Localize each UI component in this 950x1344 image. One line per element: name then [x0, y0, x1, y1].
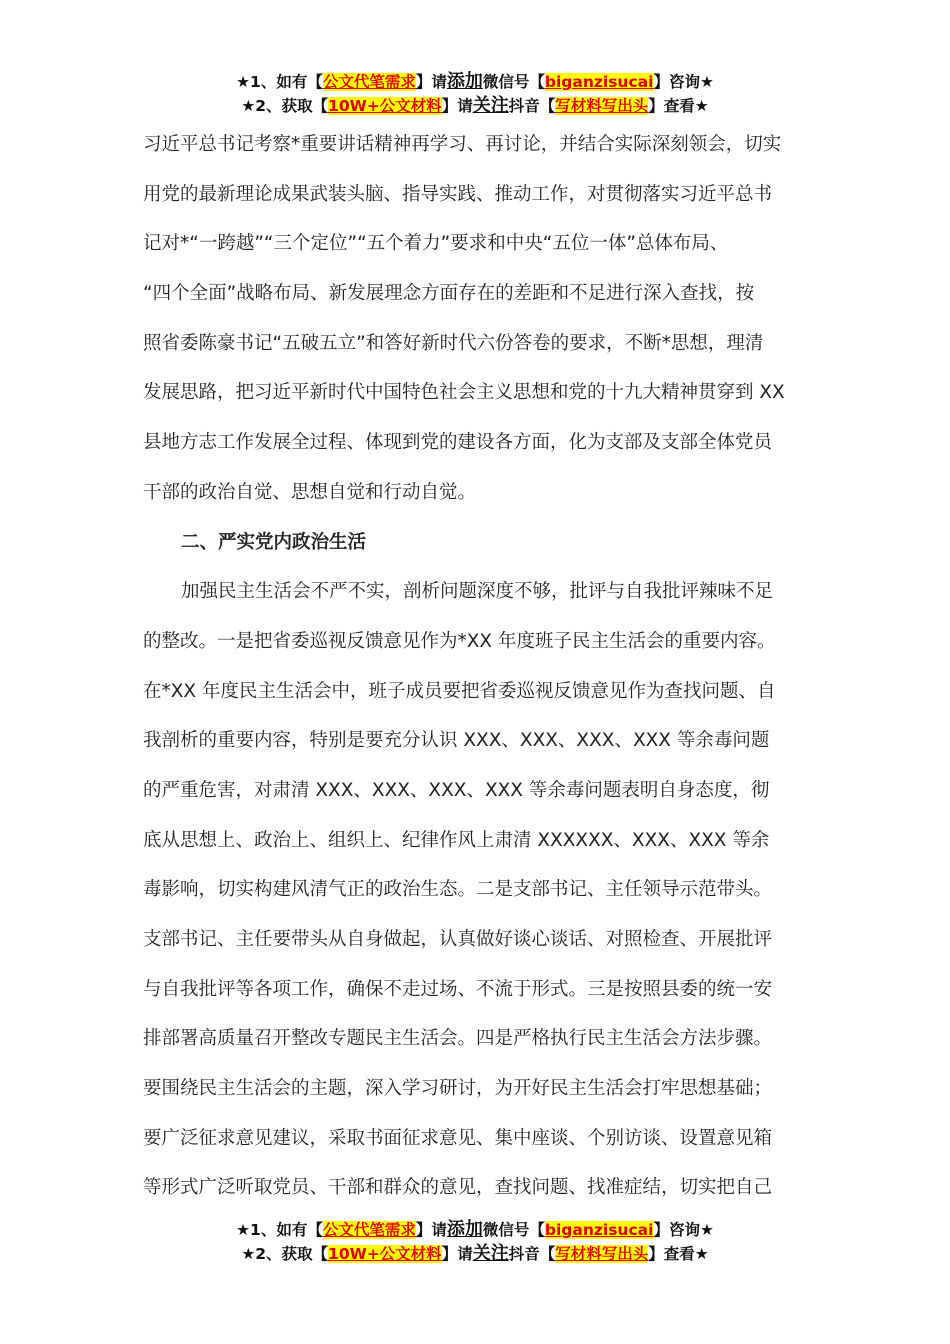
text-line: 的严重危害，对肃清 XXX、XXX、XXX、XXX 等余毒问题表明自身态度，彻 [143, 779, 770, 801]
highlight: 公文代笔需求 [322, 1221, 416, 1239]
text-line: 干部的政治自觉、思想自觉和行动自觉。 [143, 481, 477, 503]
banner-line-2: ★2、获取【10W+公文材料】请关注抖音【写材料写出头】查看★ [241, 1243, 709, 1264]
text-line: 习近平总书记考察*重要讲话精神再学习、再讨论，并结合实际深刻领会，切实 [143, 134, 782, 155]
text-line: 等形式广泛听取党员、干部和群众的意见，查找问题、找准症结，切实把自己 [143, 1177, 773, 1199]
douyin-id: 写材料写出头 [555, 1245, 649, 1263]
text-line: 用党的最新理论成果武装头脑、指导实践、推动工作，对贯彻落实习近平总书 [143, 183, 773, 205]
highlight: 公文代笔需求 [322, 73, 416, 91]
text-line: 要围绕民主生活会的主题，深入学习研讨，为开好民主生活会打牢思想基础； [143, 1078, 773, 1100]
text-line: 支部书记、主任要带头从自身做起，认真做好谈心谈话、对照检查、开展批评 [143, 929, 773, 950]
banner-line-1: ★1、如有【公文代笔需求】请添加微信号【biganzisucai】咨询★ [236, 71, 714, 92]
wechat-id: biganzisucai [544, 1221, 654, 1239]
text-line: 我剖析的重要内容，特别是要充分认识 XXX、XXX、XXX、XXX 等余毒问题 [143, 730, 770, 752]
text-line: 照省委陈豪书记“五破五立”和答好新时代六份答卷的要求，不断*思想，理清 [143, 332, 764, 354]
text-line: 毒影响，切实构建风清气正的政治生态。二是支部书记、主任领导示范带头。 [143, 879, 773, 901]
text-line: 排部署高质量召开整改专题民主生活会。四是严格执行民主生活会方法步骤。 [143, 1028, 773, 1050]
highlight: 10W+公文材料 [328, 1245, 442, 1263]
banner-line-1: ★1、如有【公文代笔需求】请添加微信号【biganzisucai】咨询★ [236, 1219, 714, 1240]
highlight: 10W+公文材料 [328, 97, 442, 115]
section-heading: 二、严实党内政治生活 [181, 531, 367, 553]
text-line: 县地方志工作发展全过程、体现到党的建设各方面，化为支部及支部全体党员 [143, 432, 773, 454]
text-line: 底从思想上、政治上、组织上、纪律作风上肃清 XXXXXX、XXX、XXX 等余 [143, 829, 770, 851]
text-line: 与自我批评等各项工作，确保不走过场、不流于形式。三是按照县委的统一安 [143, 978, 773, 1000]
header-banner [0, 70, 950, 118]
text-line: 要广泛征求意见建议，采取书面征求意见、集中座谈、个别访谈、设置意见箱 [143, 1127, 773, 1149]
text-line: 记对*“一跨越”“三个定位”“五个着力”要求和中央“五位一体”总体布局、 [143, 233, 729, 255]
footer-banner [0, 1218, 950, 1266]
text-line: 发展思路，把习近平新时代中国特色社会主义思想和党的十九大精神贯穿到 XX [143, 382, 785, 404]
wechat-id: biganzisucai [544, 73, 654, 91]
text-line: 加强民主生活会不严不实，剖析问题深度不够，批评与自我批评辣味不足 [181, 581, 774, 603]
text-line: 的整改。一是把省委巡视反馈意见作为*XX 年度班子民主生活会的重要内容。 [143, 630, 776, 652]
document-body [143, 128, 823, 1221]
douyin-id: 写材料写出头 [555, 97, 649, 115]
text-line: “四个全面”战略布局、新发展理念方面存在的差距和不足进行深入查找，按 [143, 283, 755, 305]
banner-line-2: ★2、获取【10W+公文材料】请关注抖音【写材料写出头】查看★ [241, 95, 709, 116]
text-line: 在*XX 年度民主生活会中，班子成员要把省委巡视反馈意见作为查找问题、自 [143, 680, 776, 702]
